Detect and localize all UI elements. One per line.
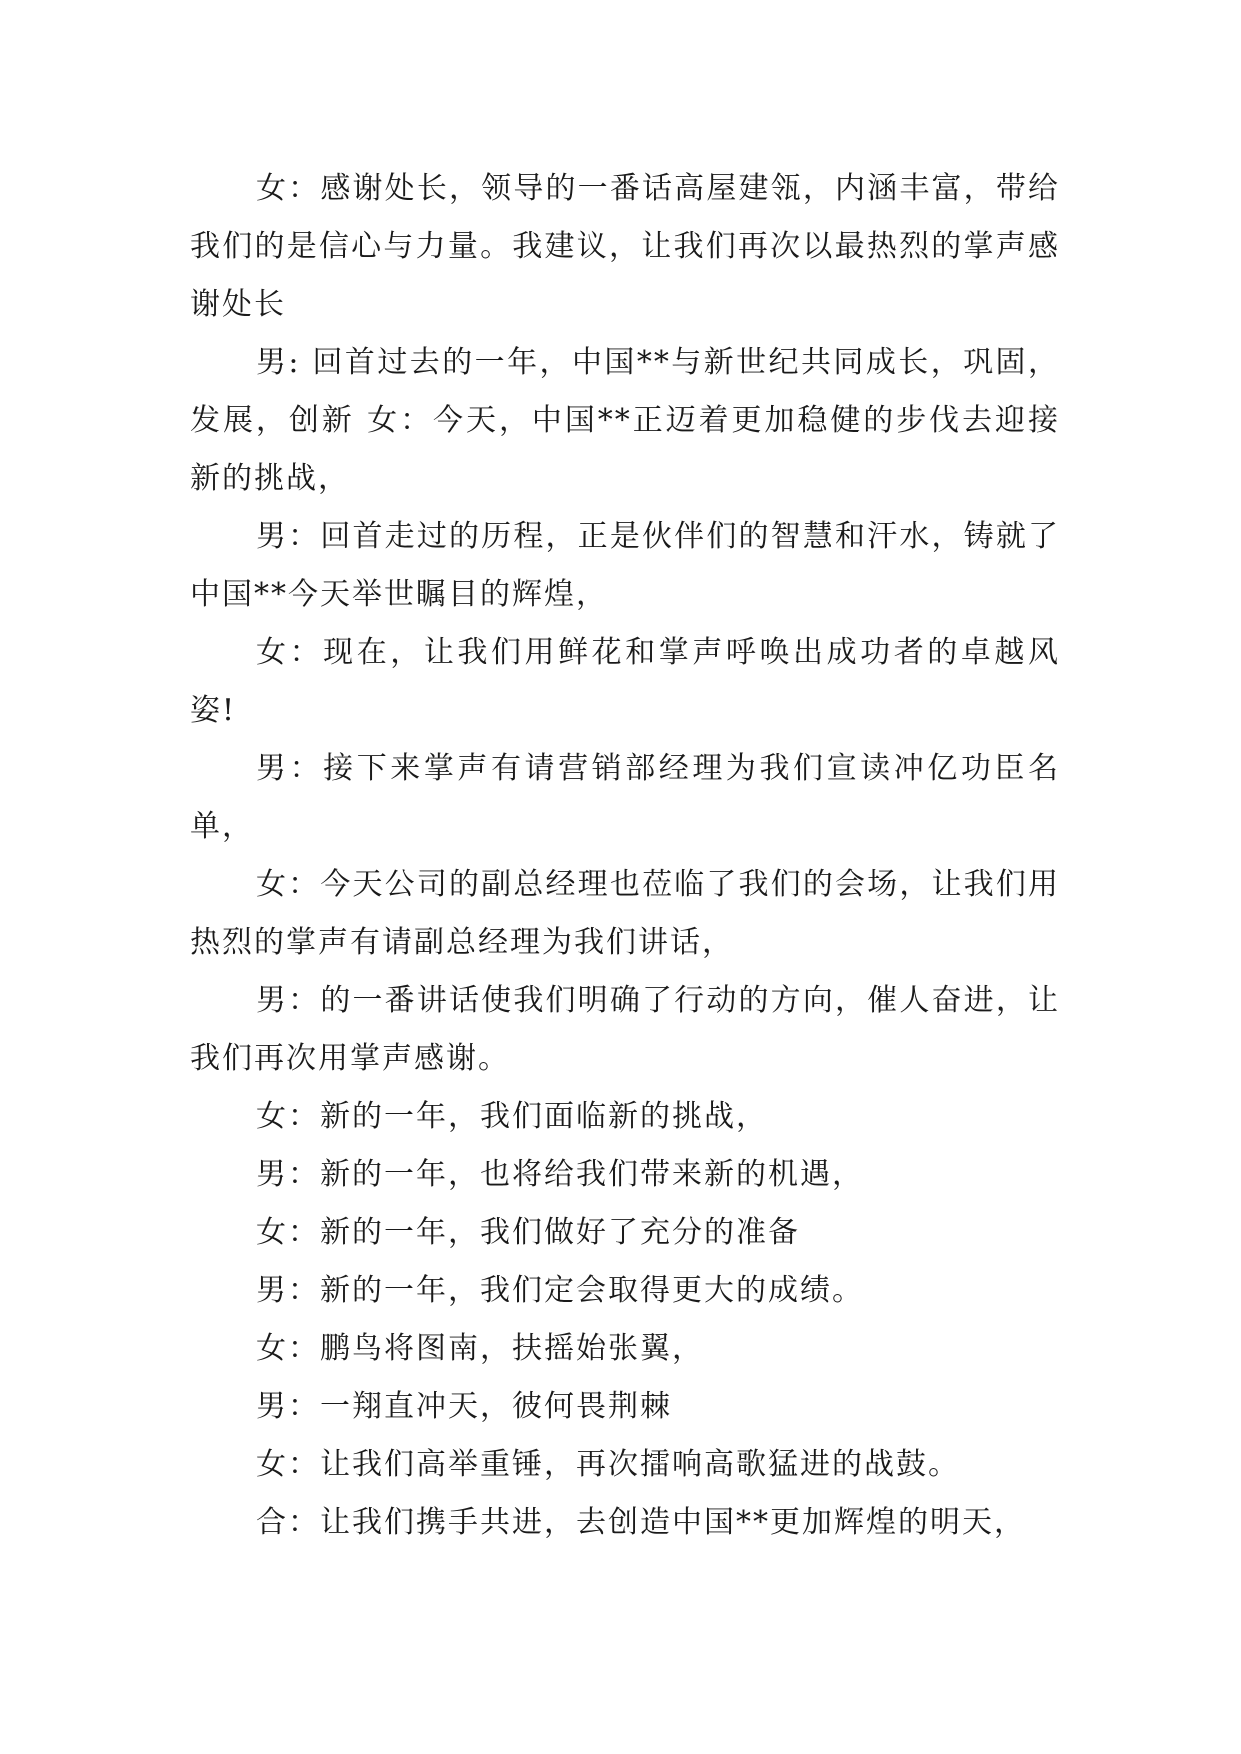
paragraph: 女：现在，让我们用鲜花和掌声呼唤出成功者的卓越风姿! xyxy=(190,635,1060,728)
paragraph: 女：让我们高举重锤，再次擂响高歌猛进的战鼓。 xyxy=(256,1447,960,1482)
document-body xyxy=(190,160,1060,1552)
paragraph: 合：让我们携手共进，去创造中国**更加辉煌的明天， xyxy=(256,1505,1026,1540)
paragraph: 男：的一番讲话使我们明确了行动的方向，催人奋进，让我们再次用掌声感谢。 xyxy=(190,983,1060,1076)
paragraph: 女：新的一年，我们面临新的挑战， xyxy=(256,1099,768,1134)
paragraph: 女：感谢处长，领导的一番话高屋建瓴，内涵丰富，带给我们的是信心与力量。我建议，让我们再次以最热烈的掌声感谢处长 xyxy=(190,171,1060,322)
paragraph: 女：鹏鸟将图南，扶摇始张翼， xyxy=(256,1331,704,1366)
paragraph: 男：回首走过的历程，正是伙伴们的智慧和汗水，铸就了中国**今天举世瞩目的辉煌， xyxy=(190,519,1060,612)
paragraph: 男：接下来掌声有请营销部经理为我们宣读冲亿功臣名单， xyxy=(190,751,1060,844)
paragraph: 女：今天公司的副总经理也莅临了我们的会场，让我们用热烈的掌声有请副总经理为我们讲话， xyxy=(190,867,1060,960)
paragraph: 男：新的一年，我们定会取得更大的成绩。 xyxy=(256,1273,864,1308)
paragraph: 男：一翔直冲天，彼何畏荆棘 xyxy=(256,1389,672,1424)
paragraph: 女：新的一年，我们做好了充分的准备 xyxy=(256,1215,800,1250)
paragraph: 男：新的一年，也将给我们带来新的机遇， xyxy=(256,1157,864,1192)
paragraph: 男: 回首过去的一年，中国**与新世纪共同成长，巩固，发展，创新 女：今天，中国**正迈着更加稳健的步伐去迎接新的挑战， xyxy=(190,345,1060,496)
